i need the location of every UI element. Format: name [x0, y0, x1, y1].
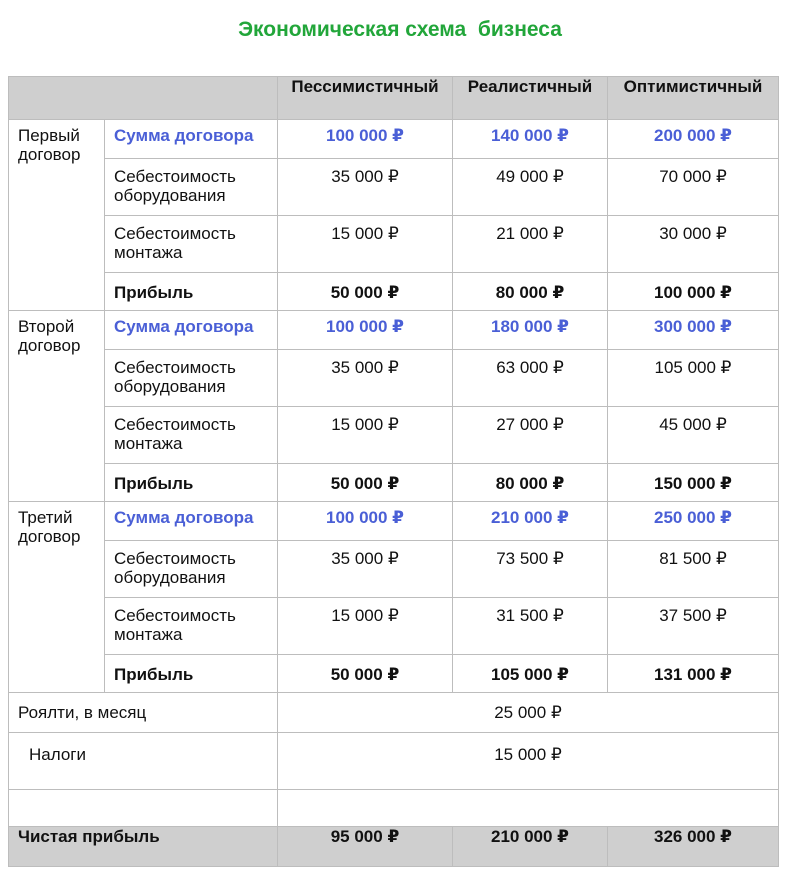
row-label-equipment-cost: Себестоимость оборудования [105, 350, 278, 407]
value-cell: 50 000 ₽ [278, 655, 453, 693]
value-cell: 100 000 ₽ [278, 311, 453, 350]
table-row [9, 407, 779, 464]
taxes-value: 15 000 ₽ [278, 733, 779, 790]
row-label-equipment-cost: Себестоимость оборудования [105, 541, 278, 598]
value-cell: 30 000 ₽ [608, 216, 779, 273]
value-cell: 300 000 ₽ [608, 311, 779, 350]
table-row [9, 311, 779, 350]
value-cell: 35 000 ₽ [278, 350, 453, 407]
contract-name: Первый договор [9, 120, 105, 311]
value-cell: 210 000 ₽ [453, 502, 608, 541]
value-cell: 50 000 ₽ [278, 273, 453, 311]
value-cell: 180 000 ₽ [453, 311, 608, 350]
row-label-contract-sum: Сумма договора [105, 311, 278, 350]
empty-cell [9, 790, 278, 827]
value-cell: 80 000 ₽ [453, 464, 608, 502]
table-row [9, 159, 779, 216]
value-cell: 80 000 ₽ [453, 273, 608, 311]
value-cell: 15 000 ₽ [278, 216, 453, 273]
value-cell: 250 000 ₽ [608, 502, 779, 541]
table-row [9, 464, 779, 502]
royalty-value: 25 000 ₽ [278, 693, 779, 733]
royalty-label: Роялти, в месяц [9, 693, 278, 733]
table-row [9, 598, 779, 655]
row-label-profit: Прибыль [105, 273, 278, 311]
table-row [9, 502, 779, 541]
taxes-row [9, 733, 779, 790]
value-cell: 81 500 ₽ [608, 541, 779, 598]
value-cell: 100 000 ₽ [278, 120, 453, 159]
table-row [9, 350, 779, 407]
business-scheme-table [8, 76, 779, 867]
table-row [9, 273, 779, 311]
value-cell: 50 000 ₽ [278, 464, 453, 502]
value-cell: 200 000 ₽ [608, 120, 779, 159]
header-pessimistic: Пессимистичный [278, 77, 453, 120]
value-cell: 105 000 ₽ [608, 350, 779, 407]
table-row [9, 655, 779, 693]
row-label-installation-cost: Себестоимость монтажа [105, 598, 278, 655]
value-cell: 45 000 ₽ [608, 407, 779, 464]
contract-name: Второй договор [9, 311, 105, 502]
value-cell: 63 000 ₽ [453, 350, 608, 407]
value-cell: 27 000 ₽ [453, 407, 608, 464]
table-row [9, 541, 779, 598]
net-profit-label: Чистая прибыль [9, 827, 278, 867]
value-cell: 49 000 ₽ [453, 159, 608, 216]
value-cell: 35 000 ₽ [278, 541, 453, 598]
row-label-contract-sum: Сумма договора [105, 502, 278, 541]
value-cell: 150 000 ₽ [608, 464, 779, 502]
value-cell: 100 000 ₽ [608, 273, 779, 311]
header-empty-cell [9, 77, 278, 120]
header-realistic: Реалистичный [453, 77, 608, 120]
value-cell: 15 000 ₽ [278, 407, 453, 464]
value-cell: 100 000 ₽ [278, 502, 453, 541]
contract-name: Третий договор [9, 502, 105, 693]
value-cell: 70 000 ₽ [608, 159, 779, 216]
row-label-profit: Прибыль [105, 655, 278, 693]
table-row [9, 120, 779, 159]
row-label-installation-cost: Себестоимость монтажа [105, 407, 278, 464]
header-row [9, 77, 779, 120]
header-optimistic: Оптимистичный [608, 77, 779, 120]
empty-cell [278, 790, 779, 827]
net-profit-row [9, 827, 779, 867]
table-row [9, 216, 779, 273]
row-label-contract-sum: Сумма договора [105, 120, 278, 159]
row-label-equipment-cost: Себестоимость оборудования [105, 159, 278, 216]
taxes-label: Налоги [9, 733, 278, 790]
net-profit-value: 326 000 ₽ [608, 827, 779, 867]
value-cell: 35 000 ₽ [278, 159, 453, 216]
net-profit-value: 95 000 ₽ [278, 827, 453, 867]
value-cell: 105 000 ₽ [453, 655, 608, 693]
value-cell: 37 500 ₽ [608, 598, 779, 655]
empty-row [9, 790, 779, 827]
page-title: Экономическая схема бизнеса [238, 18, 562, 41]
row-label-profit: Прибыль [105, 464, 278, 502]
value-cell: 31 500 ₽ [453, 598, 608, 655]
row-label-installation-cost: Себестоимость монтажа [105, 216, 278, 273]
value-cell: 15 000 ₽ [278, 598, 453, 655]
net-profit-value: 210 000 ₽ [453, 827, 608, 867]
value-cell: 131 000 ₽ [608, 655, 779, 693]
value-cell: 21 000 ₽ [453, 216, 608, 273]
value-cell: 73 500 ₽ [453, 541, 608, 598]
value-cell: 140 000 ₽ [453, 120, 608, 159]
royalty-row [9, 693, 779, 733]
